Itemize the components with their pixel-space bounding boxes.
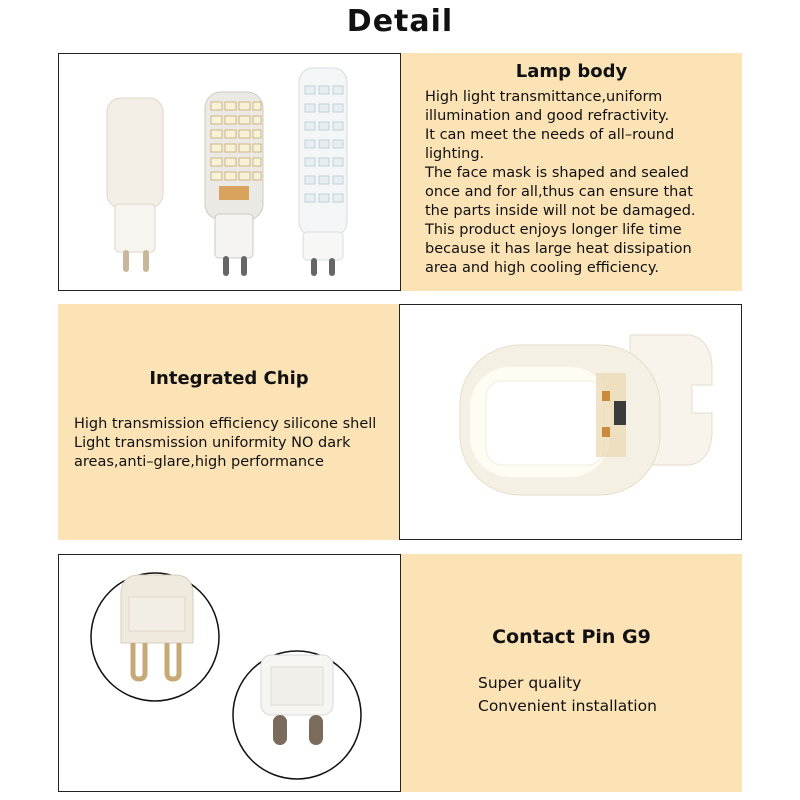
text-line: It can meet the needs of all–round [425,127,675,143]
white-pin-closeup-image [233,651,361,779]
lamp-bulbs-illustration [59,54,399,289]
text-line: once and for all,thus can ensure that [425,184,693,200]
text-line: This product enjoys longer life time [425,222,682,238]
lamp-body-heading: Lamp body [515,61,628,82]
text-line: illumination and good refractivity. [425,108,670,124]
integrated-chip-text-panel [58,304,400,540]
chip-bulb-closeup-illustration [400,305,740,538]
cob-chip-bulb-image [460,335,712,495]
lamp-body-description [425,88,742,278]
page-title: Detail [346,4,454,39]
contact-pin-closeups-illustration [59,555,399,790]
frosted-bulb-image [107,98,163,272]
text-line: areas,anti–glare,high performance [74,454,324,470]
text-line: The face mask is shaped and sealed [425,165,689,181]
contact-pin-heading: Contact Pin G9 [492,626,651,648]
integrated-chip-description [74,415,400,472]
smd-led-bulb-image [205,92,263,276]
contact-pin-description [478,672,742,718]
text-line: lighting. [425,146,485,162]
text-line: Super quality [478,674,582,692]
integrated-chip-heading: Integrated Chip [149,368,309,389]
text-line: High light transmittance,uniform [425,89,663,105]
contact-pin-text-panel [401,554,742,792]
frosted-pin-closeup-image [91,573,219,701]
lamp-body-image-panel [58,53,401,291]
text-line: the parts inside will not be damaged. [425,203,696,219]
text-line: area and high cooling efficiency. [425,260,659,276]
lamp-body-text-panel [401,53,742,291]
integrated-chip-image-panel [399,304,742,540]
text-line: because it has large heat dissipation [425,241,692,257]
contact-pin-image-panel [58,554,401,792]
text-line: Light transmission uniformity NO dark [74,435,351,451]
text-line: High transmission efficiency silicone shell [74,416,377,432]
tall-led-bulb-image [299,68,347,276]
text-line: Convenient installation [478,697,657,715]
